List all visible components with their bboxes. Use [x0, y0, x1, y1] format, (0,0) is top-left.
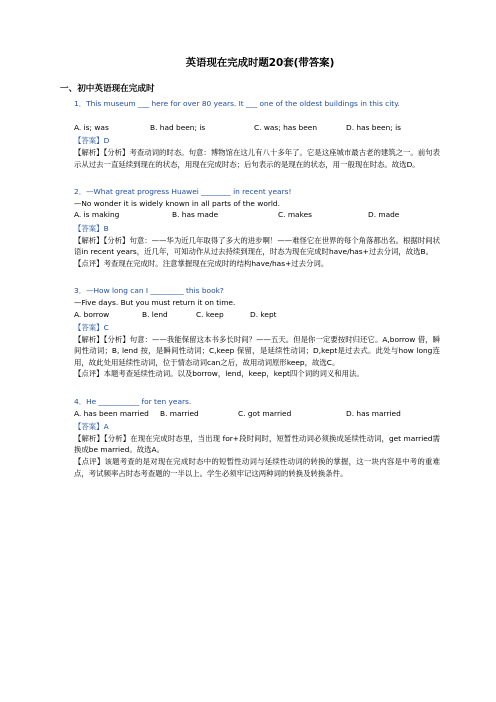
answer: 【答案】A — [74, 422, 109, 432]
answer: 【答案】C — [74, 323, 109, 333]
question-stem: 3．—How long can I _________ this book? — [74, 286, 224, 296]
question-stem-line2: —No wonder it is widely known in all parts of the world. — [74, 198, 280, 208]
question-stem: 1．This museum ___ here for over 80 years. It ___ one of the oldest buildings in this city. — [74, 99, 400, 109]
question-stem: 2．—What great progress Huawei ________ in recent years! — [74, 187, 292, 197]
question-2 — [74, 186, 440, 269]
question-stem-line2: —Five days. But you must return it on time. — [74, 297, 236, 307]
option-d: D. made — [368, 210, 400, 220]
option-a: A. borrow — [74, 309, 110, 319]
comment: 【点评】该题考查的是对现在完成时态中的短暂性动词与延续性动词的转换的掌握，这一块内容是中考的重难点，考试频率占时态考查题的一半以上。学生必须牢记这两种词的转换及转换条件。 — [74, 457, 440, 478]
option-d: D. kept — [250, 309, 277, 319]
question-1 — [74, 98, 440, 170]
comment: 【点评】考查现在完成时。注意掌握现在完成时的结构have/has+过去分词。 — [74, 258, 329, 268]
option-b: B. married — [160, 408, 199, 418]
analysis: 【解析】【分析】句意：——我能保留这本书多长时间？——五天。但是你一定要按时归还它。A,borrow 借，瞬间性动词；B, lend 按，是瞬间性动词；C,keep 保留，是延续性动词；D,kept是过去式。此处与how long连用，故此处用延续性动词，位于情态动词can之后，故用动词原形keep，故选C。 — [74, 334, 440, 367]
option-c: C. was; has been — [254, 122, 318, 132]
analysis: 【解析】【分析】在现在完成时态里，当出现 for+段时间时，短暂性动词必须换成延续性动词，get married需换成be married。故选A。 — [74, 433, 440, 455]
options-row — [74, 309, 440, 321]
option-b: B. lend — [142, 309, 168, 319]
option-b: B. has made — [172, 210, 219, 220]
question-4 — [74, 396, 440, 479]
options-row — [74, 209, 440, 221]
answer: 【答案】B — [74, 223, 109, 233]
analysis: 【解析】【分析】句意：——华为近几年取得了多大的进步啊！——难怪它在世界的每个角落都出名。根据时间状语in recent years，近几年，可知动作从过去持续到现在，时态为现在完成时have/has+过去分词，故选B。 — [74, 235, 440, 257]
question-3 — [74, 285, 440, 380]
section-heading: 一、初中英语现在完成时 — [60, 83, 155, 94]
options-row — [74, 122, 440, 134]
option-d: D. has married — [346, 408, 401, 418]
answer: 【答案】D — [74, 136, 110, 146]
option-c: C. got married — [238, 408, 292, 418]
question-stem: 4．He ___________ for ten years. — [74, 397, 192, 407]
option-a: A. is; was — [74, 122, 109, 132]
option-c: C. keep — [196, 309, 224, 319]
option-a: A. is making — [74, 210, 120, 220]
option-a: A. has been married — [74, 408, 149, 418]
option-d: D. has been; is — [346, 122, 402, 132]
comment: 【点评】本题考查延续性动词。以及borrow，lend，keep，kept四个词的词义和用法。 — [74, 369, 364, 379]
document-title: 英语现在完成时题20套(带答案) — [185, 57, 335, 69]
option-c: C. makes — [278, 210, 313, 220]
option-b: B. had been; is — [150, 122, 206, 132]
options-row — [74, 408, 440, 420]
analysis: 【解析】【分析】考查动词的时态。句意：博物馆在这儿有八十多年了。它是这座城市最古老的建筑之一。前句表示从过去一直延续到现在的状态，用现在完成时态；后句表示的是现在的状态，用一般现在时态。故选D。 — [74, 147, 440, 169]
